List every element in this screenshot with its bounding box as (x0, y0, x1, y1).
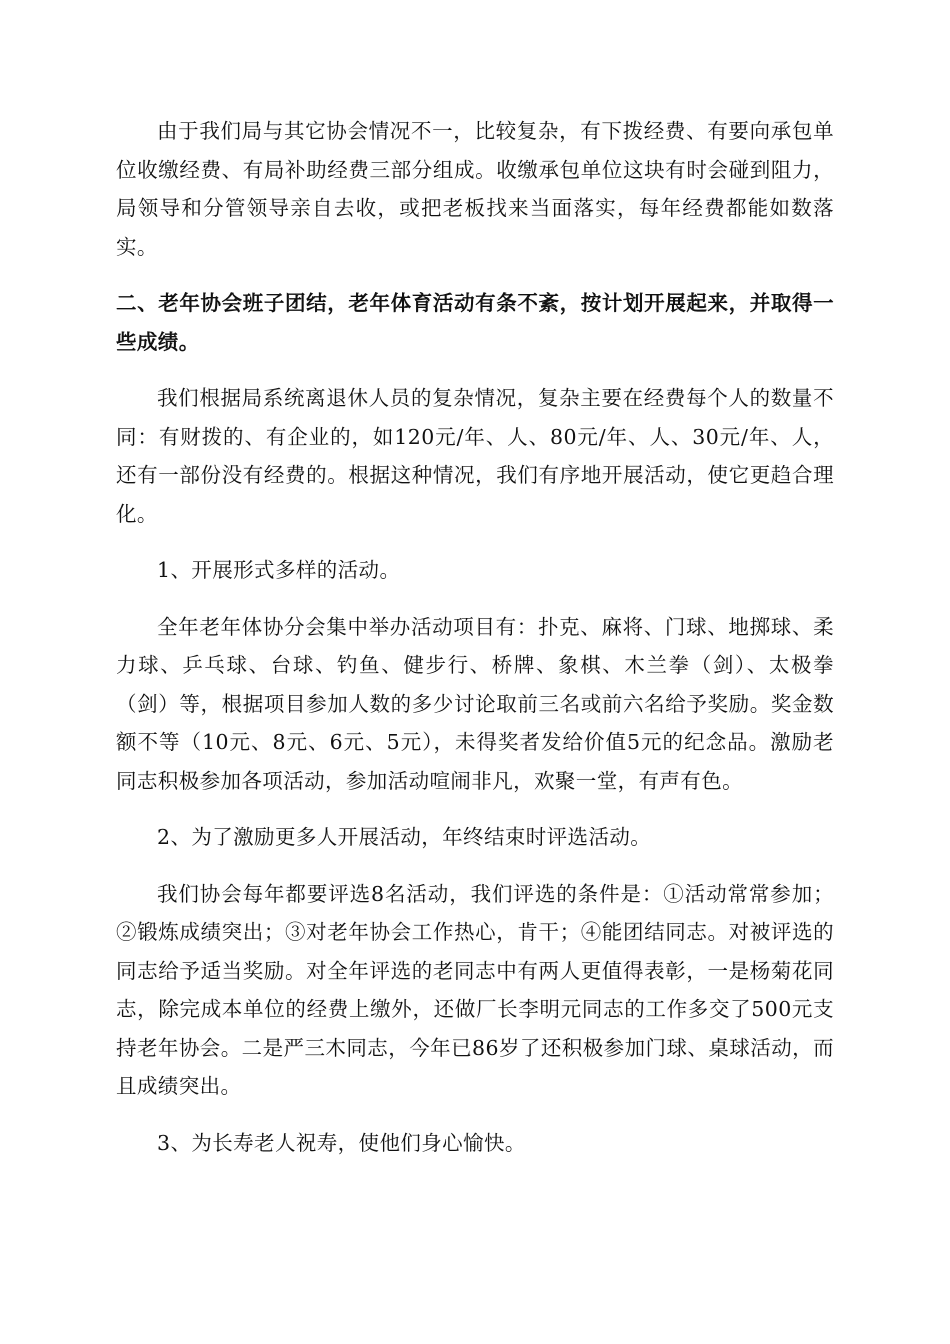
paragraph-situation: 我们根据局系统离退休人员的复杂情况，复杂主要在经费每个人的数量不同：有财拨的、有企业的，如120元/年、人、80元/年、人、30元/年、人，还有一部份没有经费的。根据这种情况，我们有序地开展活动，使它更趋合理化。 (116, 386, 834, 526)
paragraph-selection: 我们协会每年都要评选8名活动，我们评选的条件是：①活动常常参加；②锻炼成绩突出；③对老年协会工作热心，肯干；④能团结同志。对被评选的同志给予适当奖励。对全年评选的老同志中有两人更值得表彰，一是杨菊花同志，除完成本单位的经费上缴外，还做厂长李明元同志的工作多交了500元支持老年协会。二是严三木同志，今年已86岁了还积极参加门球、桌球活动，而且成绩突出。 (116, 881, 834, 1098)
subheading-2: 2、为了激励更多人开展活动，年终结束时评选活动。 (157, 825, 652, 849)
paragraph-funding: 由于我们局与其它协会情况不一，比较复杂，有下拨经费、有要向承包单位收缴经费、有局补助经费三部分组成。收缴承包单位这块有时会碰到阻力，局领导和分管领导亲自去收，或把老板找来当面落实，每年经费都能如数落实。 (116, 119, 834, 259)
section-heading-2: 二、老年协会班子团结，老年体育活动有条不紊，按计划开展起来，并取得一些成绩。 (116, 291, 834, 354)
subheading-1: 1、开展形式多样的活动。 (157, 558, 401, 582)
paragraph-activities: 全年老年体协分会集中举办活动项目有：扑克、麻将、门球、地掷球、柔力球、乒乓球、台球、钓鱼、健步行、桥牌、象棋、木兰拳（剑）、太极拳（剑）等，根据项目参加人数的多少讨论取前三名或前六名给予奖励。奖金数额不等（10元、8元、6元、5元），未得奖者发给价值5元的纪念品。激励老同志积极参加各项活动，参加活动喧闹非凡，欢聚一堂，有声有色。 (116, 614, 834, 793)
subheading-3: 3、为长寿老人祝寿，使他们身心愉快。 (157, 1130, 526, 1155)
document-body (116, 112, 834, 1180)
